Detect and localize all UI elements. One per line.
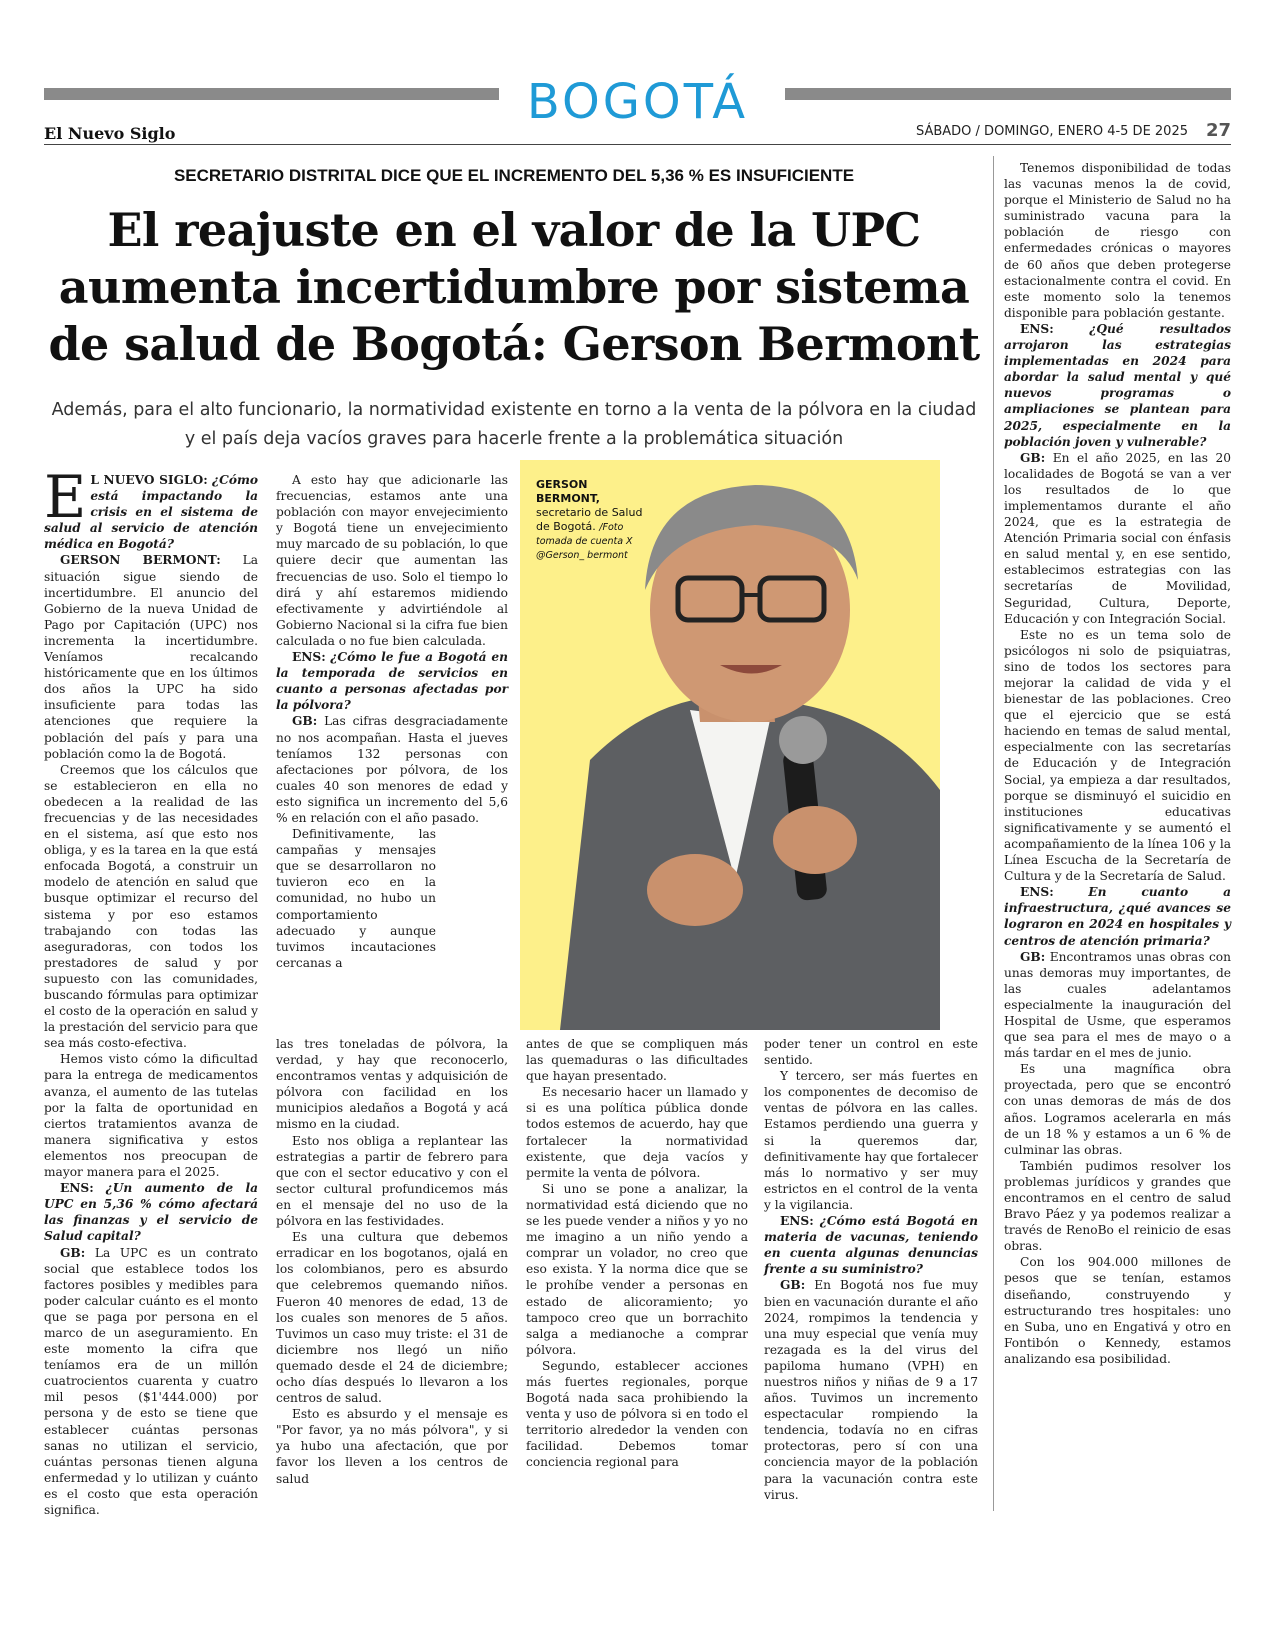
intro-question: E L NUEVO SIGLO: ¿Cómo está impactando la crisis en el sistema de salud al servicio de atención médica en Bogotá?: [44, 463, 258, 552]
column-5: [1004, 160, 1231, 1367]
question-paragraph: ENS: ¿Cómo le fue a Bogotá en la temporada de servicios en cuanto a personas afectadas por la pólvora?: [276, 650, 508, 713]
paragraph: Con los 904.000 millones de pesos que se tenían, estamos diseñando, construyendo y estructurando tres hospitales: uno en Suba, uno en Engativá y otro en Fontibón o Kennedy, estamos analizando esa posibilidad.: [1004, 1255, 1231, 1366]
paragraph: También pudimos resolver los problemas jurídicos y grandes que encontramos en el centro de salud Bravo Páez y ya podemos realizar a través de RenoBo el reinicio de esas obras.: [1004, 1158, 1231, 1254]
paragraph: Segundo, establecer acciones más fuertes regionales, porque Bogotá nada saca prohibiendo la venta y uso de pólvora si en todo el territorio alrededor la venden con facilidad. Debemos tomar conciencia regional para: [526, 1358, 748, 1470]
paragraph: Y tercero, ser más fuertes en los componentes de decomiso de ventas de pólvora en las calles. Estamos perdiendo una guerra y si la queremos dar, definitivamente hay que fortalecer más lo normativo y ser muy estrictos en el control de la venta y la vigilancia.: [764, 1069, 978, 1212]
answer-paragraph: GB: La UPC es un contrato social que establece todos los factores posibles y medibles para poder calcular cuánto es el monto que se paga por persona en el marco de un aseguramiento. En este momento la cifra que teníamos era de un millón cuatrocientos cuarenta y cuatro mil pesos ($1'444.000) por persona y de esto se tiene que establecer cuántas personas sanas no utilizan el servicio, cuántas personas tienen alguna enfermedad y lo utilizan y cuánto es el costo que esta operación significa.: [44, 1245, 259, 1517]
column-4: [764, 1036, 978, 1503]
paragraph: Este no es un tema solo de psicólogos ni solo de psiquiatras, sino de todos los sectores para mejorar la calidad de vida y el bienestar de las poblaciones. Creo que el ejercicio que se está haciendo en temas de salud mental, especialmente con las secretarías de Educación y de Integración Social, ya empieza a dar resultados, porque se disminuyó el suicidio en instituciones educativas significativamente y se aumentó el acompañamiento de la línea 106 y la Línea Escucha de la Secretaría de Cultura y de la Secretaría de Salud.: [1004, 627, 1231, 884]
answer-paragraph: GERSON BERMONT: La situación sigue siendo de incertidumbre. El anuncio del Gobierno de la nueva Unidad de Pago por Capitación (UPC) nos incrementa la incertidumbre. Veníamos recalcando históricamente que en los últimos dos años la UPC ha sido insuficiente para todas las atenciones que requiere la población del país y para una población como la de Bogotá.: [44, 553, 258, 761]
headline: El reajuste en el valor de la UPC aumenta incertidumbre por sistema de salud de Bogotá: Gerson Bermont: [48, 203, 980, 371]
paragraph: Creemos que los cálculos que se establecieron en ella no obedecen a la realidad de las frecuencias y de las necesidades en el sistema, así que esto nos obliga, y es la tarea en la que está enfocada Bogotá, a construir un modelo de atención en salud que busque optimizar el recurso del sistema y por eso estamos trabajando con todas las aseguradoras, con todos los prestadores de salud y por supuesto con las comunidades, buscando fórmulas para optimizar el costo de la operación en salud y la prestación del servicio para que sea más costo-efectiva.: [44, 762, 258, 1051]
paragraph: antes de que se compliquen más las quemaduras o las dificultades que hayan presentado.: [526, 1037, 748, 1084]
column-2: [276, 472, 508, 971]
paragraph: Es una magnífica obra proyectada, pero que se encontró con unas demoras de más de dos años. Logramos acelerarla en más de un 18 % y estamos a un 6 % de culminar las obras.: [1004, 1062, 1231, 1157]
kicker: SECRETARIO DISTRITAL DICE QUE EL INCREMENTO DEL 5,36 % ES INSUFICIENTE: [173, 166, 855, 185]
paragraph: las tres toneladas de pólvora, la verdad, y hay que reconocerlo, encontramos ventas y adquisición de pólvora con facilidad en los municipios aledaños a Bogotá y acá mismo en la ciudad.: [276, 1037, 508, 1132]
paragraph: Es necesario hacer un llamado y si es una política pública donde todos estemos de acuerdo, hay que fortalecer la normatividad existente, que deja vacíos y permite la venta de pólvora.: [526, 1085, 748, 1180]
answer-paragraph: GB: Encontramos unas obras con unas demoras muy importantes, de las cuales adelantamos especialmente la inauguración del Hospital de Usme, que esperamos que sea para el mes de mayo o a más tardar en el mes de junio.: [1004, 949, 1231, 1061]
column-1: [44, 463, 259, 1518]
answer-paragraph: GB: En Bogotá nos fue muy bien en vacunación durante el año 2024, rompimos la tendencia y una muy especial que venía muy rezagada es la del virus del papiloma humano (VPH) en nuestros niños y niñas de 9 a 17 años. Tuvimos un incremento espectacular rompiendo la tendencia, todavía no en cifras protectoras, pero sí con una conciencia mayor de la población para la vacunación contra este virus.: [764, 1278, 978, 1502]
paragraph: Esto es absurdo y el mensaje es "Por favor, ya no más pólvora", y si ya hubo una afectación, que por favor los lleven a los centros de salud: [276, 1407, 508, 1486]
question-paragraph: ENS: ¿Qué resultados arrojaron las estrategias implementadas en 2024 para abordar la salud mental y qué nuevos programas o ampliaciones se plantean para 2025, especialmente en la población joven y vulnerable?: [1004, 321, 1232, 449]
column-2-continued: [276, 1036, 508, 1487]
masthead-logo: El Nuevo Siglo: [44, 124, 176, 143]
page-number: 27: [1205, 120, 1231, 141]
question-paragraph: ENS: En cuanto a infraestructura, ¿qué avances se lograron en 2024 en hospitales y centros de atención primaria?: [1004, 885, 1231, 948]
drop-cap: E: [44, 463, 87, 531]
header-rule: [44, 144, 1231, 145]
column-3: [526, 1036, 748, 1471]
answer-paragraph: GB: En el año 2025, en las 20 localidades de Bogotá se van a ver los resultados de lo que implementamos durante el año 2024, que es la estrategia de Atención Primaria social con énfasis en salud mental y, en ese sentido, establecimos estrategias con las secretarías de Movilidad, Seguridad, Cultura, Deporte, Educación y con Integración Social.: [1004, 450, 1231, 626]
column-divider: [993, 156, 994, 1511]
paragraph: Esto nos obliga a replantear las estrategias a partir de febrero para que con el sector educativo y con el sector cultural profundicemos más en el mensaje del no uso de la pólvora en las festividades.: [276, 1133, 508, 1229]
paragraph: Tenemos disponibilidad de todas las vacunas menos la de covid, porque el Ministerio de Salud no ha suministrado vacuna para la población de riesgo con enfermedades crónicas o mayores de 60 años que deben protegerse estacionalmente contra el covid. En este momento solo la tenemos disponible para población gestante.: [1004, 161, 1231, 320]
paragraph: Es una cultura que debemos erradicar en los bogotanos, ojalá en los colombianos, pero es absurdo que celebremos quemando niños. Fueron 40 menores de edad, 13 de los cuales son menores de 5 años. Tuvimos un caso muy triste: el 31 de diciembre nos llegó un niño quemado desde el 24 de diciembre; ocho días después lo llevaron a los centros de salud.: [276, 1230, 508, 1406]
section-title: BOGOTÁ: [526, 74, 749, 130]
dateline: SÁBADO / DOMINGO, ENERO 4-5 DE 2025: [915, 124, 1188, 139]
paragraph: Hemos visto cómo la dificultad para la entrega de medicamentos avanza, el aumento de las tutelas por la falta de oportunidad en ciertos tratamientos avanza de manera significativa y estos elementos nos preocupan de mayor manera para el 2025.: [44, 1052, 258, 1180]
paragraph: Definitivamente, las campañas y mensajes que se desarrollaron no tuvieron eco en la comunidad, no hubo un comportamiento adecuado y aunque tuvimos incautaciones cercanas a: [276, 827, 436, 970]
paragraph: poder tener un control en este sentido.: [764, 1037, 978, 1068]
question-paragraph: ENS: ¿Cómo está Bogotá en materia de vacunas, teniendo en cuenta algunas denuncias frente a su suministro?: [764, 1214, 978, 1277]
portrait-photo: [520, 460, 940, 1030]
question-paragraph: ENS: ¿Un aumento de la UPC en 5,36 % cómo afectará las finanzas y el servicio de Salud capital?: [44, 1181, 258, 1244]
deck: Además, para el alto funcionario, la normatividad existente en torno a la venta de la pólvora en la ciudad y el país deja vacíos graves para hacerle frente a la problemática situación: [51, 400, 977, 449]
answer-paragraph: GB: Las cifras desgraciadamente no nos acompañan. Hasta el jueves teníamos 132 personas con afectaciones por pólvora, de los cuales 40 son menores de edad y esto significa un incremento del 5,6 % en relación con el año pasado.: [276, 714, 508, 825]
paragraph: A esto hay que adicionarle las frecuencias, estamos ante una población con mayor envejecimiento y Bogotá tiene un envejecimiento muy marcado de su población, lo que quiere decir que aumentan las frecuencias de uso. Solo el tiempo lo dirá y ahí estaremos midiendo efectivamente y advirtiéndole al Gobierno Nacional si la cifra fue bien calculada o no fue bien calculada.: [276, 473, 508, 648]
paragraph: Si uno se pone a analizar, la normatividad está diciendo que no se les puede vender a niños y yo no me imagino a un niño yendo a comprar un volador, no creo que eso exista. Y la norma dice que se le prohíbe vender a personas en estado de alicoramiento; yo tampoco creo que un borrachito salga a medianoche a comprar pólvora.: [526, 1181, 748, 1357]
photo-caption: GERSON BERMONT, secretario de Salud de Bogotá. /Foto tomada de cuenta X @Gerson_ bermont: [536, 478, 643, 561]
